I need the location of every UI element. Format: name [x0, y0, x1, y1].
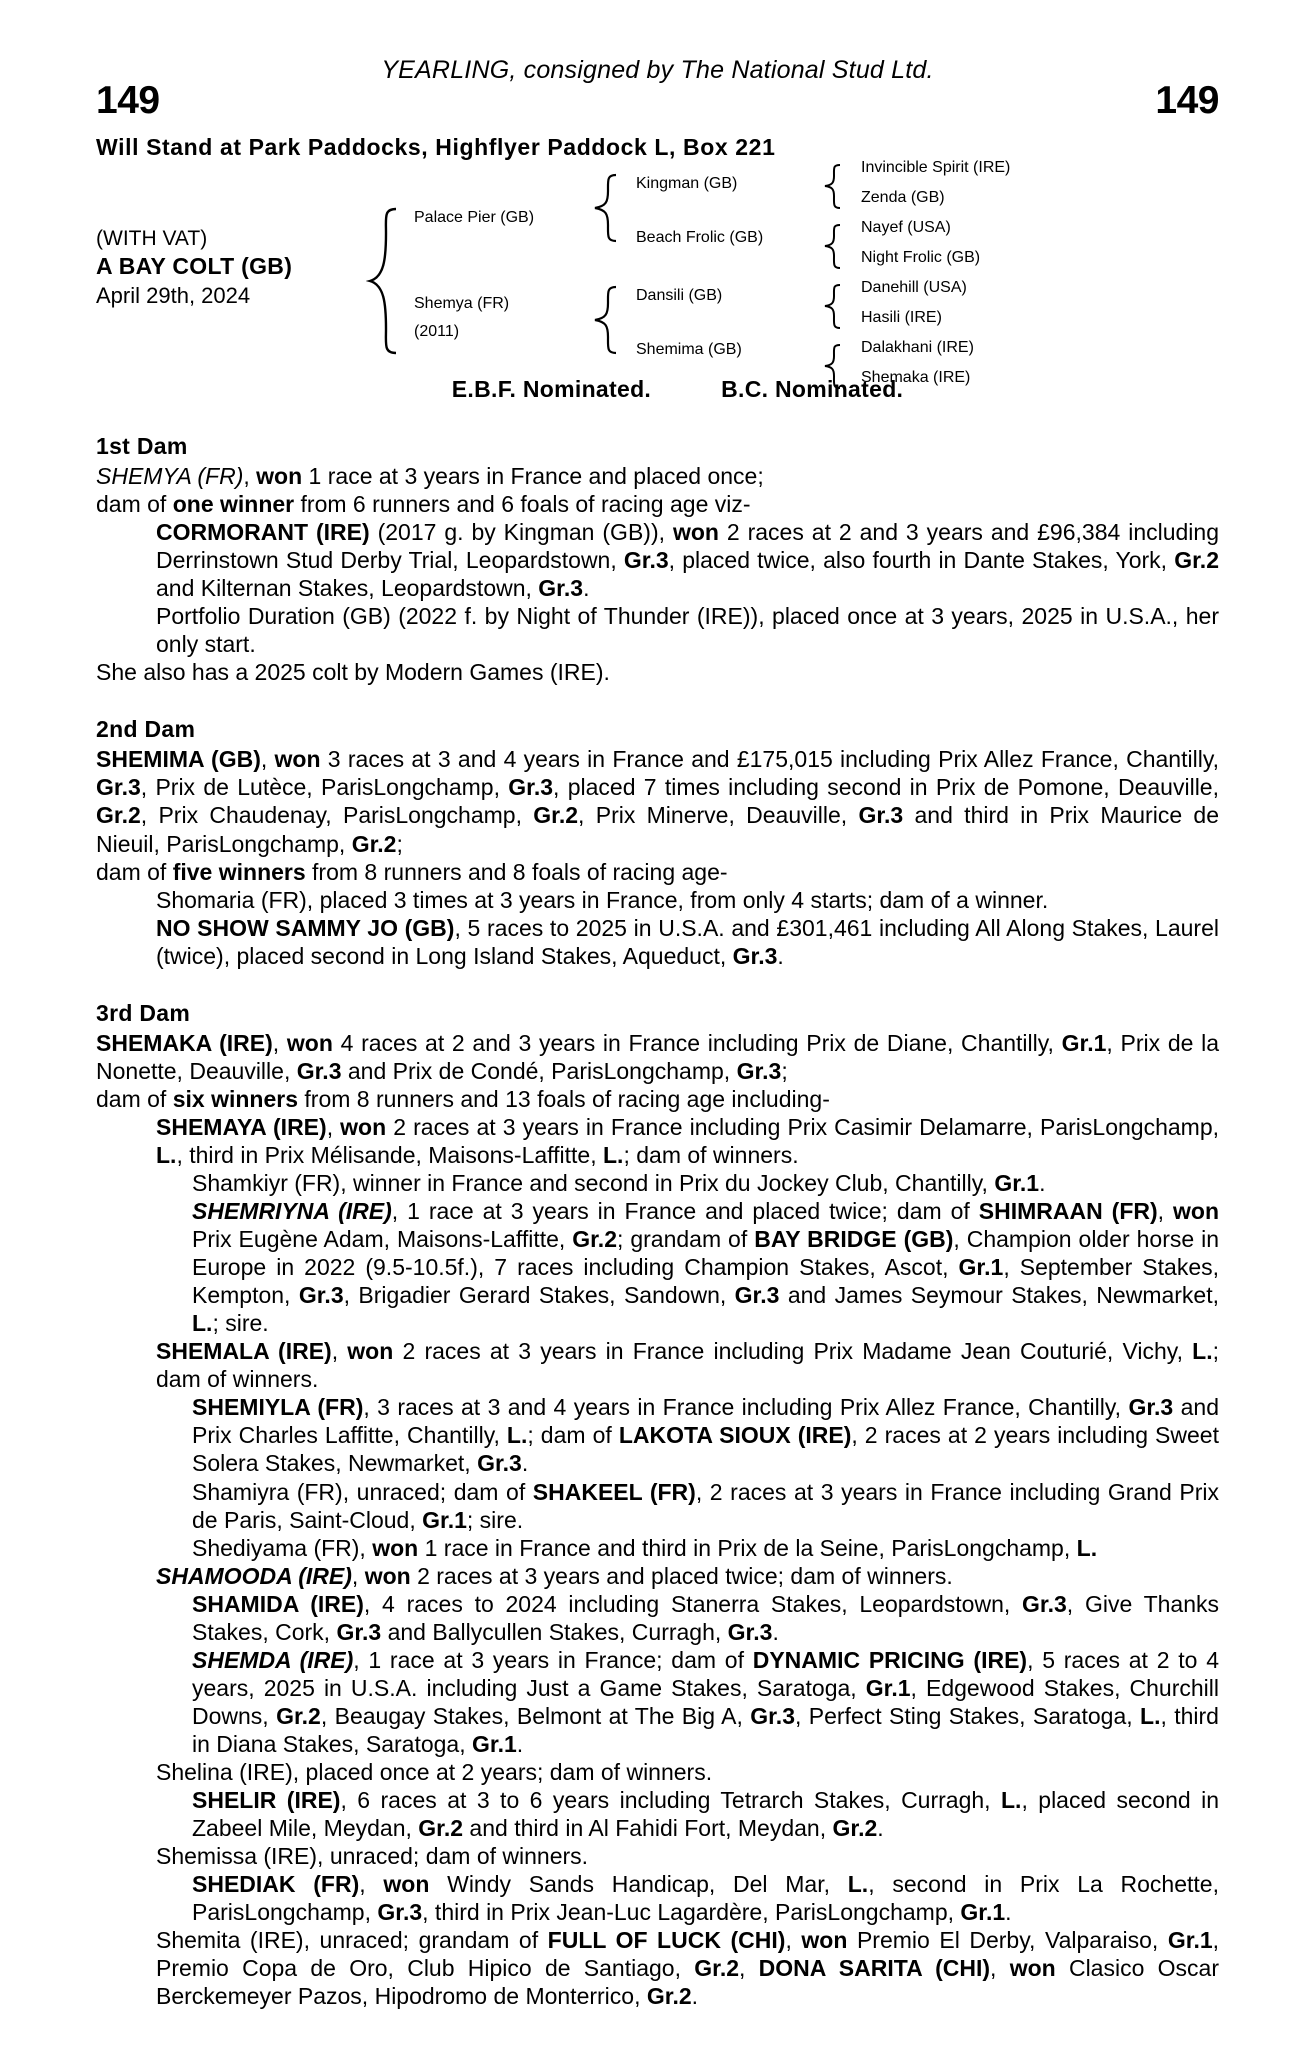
dam-name: Shemya (FR)	[414, 295, 510, 312]
great-grandparent-7: Dalakhani (IRE)	[861, 339, 974, 356]
cormorant-text: (2017 g. by Kingman (GB)), won 2 races at 2 and 3 years and £96,384 including Derrinstown Stud Derby Trial, Leopardstown, Gr.3, placed twice, also fourth in Dante Stakes, York, Gr.2 and Kilternan Stakes, Leopardstown, Gr.3.	[156, 519, 1220, 602]
second-dam-main	[96, 745, 1219, 857]
no-show-sammy-jo-entry	[96, 914, 1219, 970]
great-grandparent-6: Hasili (IRE)	[861, 309, 942, 326]
list-item: SHEDIAK (FR), won Windy Sands Handicap, Del Mar, L., second in Prix La Rochette, ParisLongchamp, Gr.3, third in Prix Jean-Luc Lagardère, ParisLongchamp, Gr.1.	[192, 1871, 1219, 1926]
first-dam-name: SHEMYA (FR)	[96, 463, 244, 489]
first-dam-line2: dam of one winner from 6 runners and 6 foals of racing age viz-	[96, 491, 751, 518]
dam-dam-name: Shemima (GB)	[636, 341, 742, 358]
list-item: Shamiyra (FR), unraced; dam of SHAKEEL (FR), 2 races at 3 years in France including Grand Prix de Paris, Saint-Cloud, Gr.1; sire.	[192, 1478, 1219, 1533]
shomaria-entry: Shomaria (FR), placed 3 times at 3 years in France, from only 4 starts; dam of a winner.	[156, 886, 1049, 913]
ebf-nominated: E.B.F. Nominated.	[451, 376, 652, 402]
third-dam-text: , won 4 races at 2 and 3 years in France including Prix de Diane, Chantilly, Gr.1, Prix de la Nonette, Deauville, Gr.3 and Prix de Condé, ParisLongchamp, Gr.3;	[96, 1029, 1220, 1084]
brace-gg-4	[822, 343, 844, 391]
list-item: Shelina (IRE), placed once at 2 years; dam of winners.	[156, 1758, 713, 1785]
third-dam-progeny-list	[96, 1113, 1219, 2011]
sire-name: Palace Pier (GB)	[414, 209, 535, 226]
list-item: Shemita (IRE), unraced; grandam of FULL OF LUCK (CHI), won Premio El Derby, Valparaiso, Gr.1, Premio Copa de Oro, Club Hipico de Santiago, Gr.2, DONA SARITA (CHI), won Clasico Oscar Berckemeyer Pazos, Hipodromo de Monterrico, Gr.2.	[156, 1927, 1220, 2010]
first-dam-section	[96, 433, 1219, 686]
subject-description: A BAY COLT (GB)	[96, 253, 293, 280]
bc-nominated: B.C. Nominated.	[721, 376, 904, 402]
brace-gg-1	[822, 163, 844, 211]
consignor-line: YEARLING, consigned by The National Stud Ltd.	[381, 56, 934, 84]
list-item: Shamkiyr (FR), winner in France and second in Prix du Jockey Club, Chantilly, Gr.1.	[192, 1169, 1046, 1196]
third-dam-heading: 3rd Dam	[96, 999, 191, 1026]
first-dam-also-has: She also has a 2025 colt by Modern Games (IRE).	[96, 659, 610, 686]
list-item: SHELIR (IRE), 6 races at 3 to 6 years including Tetrarch Stakes, Curragh, L., placed second in Zabeel Mile, Meydan, Gr.2 and third in Al Fahidi Fort, Meydan, Gr.2.	[192, 1787, 1220, 1842]
list-item: Shediyama (FR), won 1 race in France and third in Prix de la Seine, ParisLongchamp, L.	[192, 1534, 1098, 1561]
great-grandparent-2: Zenda (GB)	[861, 189, 945, 206]
stand-at-line: Will Stand at Park Paddocks, Highflyer Paddock L, Box 221	[96, 134, 776, 160]
second-dam-damof: dam of five winners from 8 runners and 8 foals of racing age-	[96, 858, 728, 885]
first-dam-heading: 1st Dam	[96, 433, 188, 459]
third-dam-section	[96, 1000, 1219, 2011]
second-dam-text: , won 3 races at 3 and 4 years in France and £175,015 including Prix Allez France, Chantilly, Gr.3, Prix de Lutèce, ParisLongchamp, Gr.3, placed 7 times including second in Prix de Pomone, Deauville, Gr.2, Prix Chaudenay, ParisLongchamp, Gr.2, Prix Minerve, Deauville, Gr.3 and third in Prix Maurice de Nieuil, ParisLongchamp, Gr.2;	[96, 746, 1220, 857]
great-grandparent-3: Nayef (USA)	[861, 219, 951, 236]
great-grandparent-1: Invincible Spirit (IRE)	[861, 159, 1011, 176]
great-grandparent-4: Night Frolic (GB)	[861, 249, 981, 266]
list-item: Shemissa (IRE), unraced; dam of winners.	[156, 1843, 589, 1870]
list-item: SHAMIDA (IRE), 4 races to 2024 including Stanerra Stakes, Leopardstown, Gr.3, Give Thanks Stakes, Cork, Gr.3 and Ballycullen Stakes, Curragh, Gr.3.	[192, 1590, 1219, 1645]
dam-sire-name: Dansili (GB)	[636, 287, 723, 304]
great-grandparent-8: Shemaka (IRE)	[861, 369, 971, 386]
second-dam-name: SHEMIMA (GB)	[96, 746, 261, 773]
second-dam-heading: 2nd Dam	[96, 716, 196, 743]
brace-root	[366, 207, 400, 357]
first-dam-line1	[96, 462, 1219, 490]
third-dam-damof: dam of six winners from 8 runners and 13 foals of racing age including-	[96, 1085, 830, 1112]
brace-sire	[592, 173, 620, 243]
cormorant-entry	[96, 518, 1219, 602]
sire-dam-name: Beach Frolic (GB)	[636, 229, 764, 246]
list-item: SHEMIYLA (FR), 3 races at 3 and 4 years in France including Prix Allez France, Chantilly, Gr.3 and Prix Charles Laffitte, Chantilly, L.; dam of LAKOTA SIOUX (IRE), 2 races at 2 years including Sweet Solera Stakes, Newmarket, Gr.3.	[192, 1394, 1220, 1477]
third-dam-name: SHEMAKA (IRE)	[96, 1029, 273, 1056]
list-item: SHEMALA (IRE), won 2 races at 3 years in France including Prix Madame Jean Couturié, Vichy, L.; dam of winners.	[156, 1338, 1220, 1393]
sire-sire-name: Kingman (GB)	[636, 175, 738, 192]
brace-gg-2	[822, 223, 844, 271]
pedigree-table	[96, 159, 1219, 386]
list-item: SHAMOODA (IRE), won 2 races at 3 years and placed twice; dam of winners.	[156, 1562, 953, 1589]
brace-dam	[592, 285, 620, 355]
second-dam-section	[96, 716, 1219, 969]
no-show-sammy-jo-text: , 5 races to 2025 in U.S.A. and £301,461 including All Along Stakes, Laurel (twice), placed second in Long Island Stakes, Aqueduct, Gr.3.	[156, 914, 1219, 969]
cormorant-name: CORMORANT (IRE)	[156, 519, 370, 546]
dam-year: (2011)	[414, 323, 460, 340]
lot-number-row	[96, 81, 1219, 120]
portfolio-duration-entry: Portfolio Duration (GB) (2022 f. by Night of Thunder (IRE)), placed once at 3 years, 2025 in U.S.A., her only start.	[156, 603, 1219, 658]
great-grandparent-5: Danehill (USA)	[861, 279, 967, 296]
list-item: SHEMAYA (IRE), won 2 races at 3 years in France including Prix Casimir Delamarre, ParisLongchamp, L., third in Prix Mélisande, Maisons-Laffitte, L.; dam of winners.	[156, 1113, 1220, 1168]
lot-number-left: 149	[96, 79, 160, 122]
brace-gg-3	[822, 283, 844, 331]
pedigree-subject-block	[96, 225, 292, 311]
first-dam-line1-rest: , won 1 race at 3 years in France and placed once;	[243, 463, 764, 489]
vat-note: (WITH VAT)	[96, 227, 208, 250]
list-item: SHEMDA (IRE), 1 race at 3 years in France; dam of DYNAMIC PRICING (IRE), 5 races at 2 to 4 years, 2025 in U.S.A. including Just a Game Stakes, Saratoga, Gr.1, Edgewood Stakes, Churchill Downs, Gr.2, Beaugay Stakes, Belmont at The Big A, Gr.3, Perfect Sting Stakes, Saratoga, L., third in Diana Stakes, Saratoga, Gr.1.	[192, 1646, 1220, 1757]
no-show-sammy-jo-name: NO SHOW SAMMY JO (GB)	[156, 914, 455, 941]
third-dam-main	[96, 1029, 1219, 1085]
foaling-date: April 29th, 2024	[96, 283, 251, 309]
list-item: SHEMRIYNA (IRE), 1 race at 3 years in France and placed twice; dam of SHIMRAAN (FR), won Prix Eugène Adam, Maisons-Laffitte, Gr.2; grandam of BAY BRIDGE (GB), Champion older horse in Europe in 2022 (9.5-10.5f.), 7 races including Champion Stakes, Ascot, Gr.1, September Stakes, Kempton, Gr.3, Brigadier Gerard Stakes, Sandown, Gr.3 and James Seymour Stakes, Newmarket, L.; sire.	[192, 1198, 1220, 1337]
lot-number-right: 149	[1155, 79, 1219, 122]
